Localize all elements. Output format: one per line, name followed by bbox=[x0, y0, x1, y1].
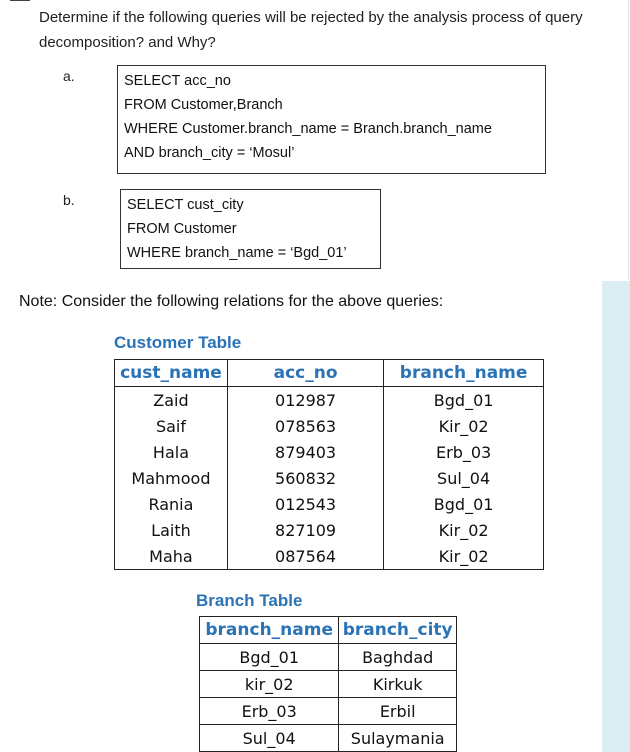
cell: Saif bbox=[115, 413, 228, 439]
cell: Zaid bbox=[115, 387, 228, 414]
table-row bbox=[115, 465, 544, 491]
table-row bbox=[115, 543, 544, 570]
query-a-label: a. bbox=[63, 68, 75, 84]
branch-table bbox=[199, 616, 457, 752]
query-b-line-2: FROM Customer bbox=[127, 221, 237, 237]
cell: kir_02 bbox=[200, 671, 339, 698]
col-header-branch-name: branch_name bbox=[200, 617, 339, 644]
query-b-label: b. bbox=[63, 192, 75, 208]
query-b-box bbox=[120, 189, 381, 269]
cell: Kir_02 bbox=[384, 543, 544, 570]
cell: Maha bbox=[115, 543, 228, 570]
cell: Sul_04 bbox=[200, 725, 339, 752]
query-b-line-1: SELECT cust_city bbox=[127, 197, 244, 213]
question-text: Determine if the following queries will be rejected by the analysis process of query decomposition? and Why? bbox=[39, 9, 583, 51]
query-a-line-4: AND branch_city = ‘Mosul’ bbox=[124, 145, 295, 161]
col-header-branch-name: branch_name bbox=[384, 360, 544, 387]
cell: Sul_04 bbox=[384, 465, 544, 491]
cell: Kir_02 bbox=[384, 413, 544, 439]
customer-table bbox=[114, 359, 544, 570]
query-a-box bbox=[117, 65, 546, 174]
table-row bbox=[200, 671, 457, 698]
query-a-line-3: WHERE Customer.branch_name = Branch.branch_name bbox=[124, 121, 492, 137]
table-row bbox=[200, 698, 457, 725]
note-text: Note: Consider the following relations for the above queries: bbox=[19, 293, 444, 310]
cell: 078563 bbox=[227, 413, 383, 439]
cell: Bgd_01 bbox=[384, 387, 544, 414]
cell: Sulaymania bbox=[339, 725, 457, 752]
cell: Mahmood bbox=[115, 465, 228, 491]
cell: 012987 bbox=[227, 387, 383, 414]
cell: Bgd_01 bbox=[384, 491, 544, 517]
table-row bbox=[115, 413, 544, 439]
cell: Rania bbox=[115, 491, 228, 517]
cell: Kirkuk bbox=[339, 671, 457, 698]
side-strip bbox=[602, 281, 630, 752]
query-a-line-1: SELECT acc_no bbox=[124, 73, 231, 89]
table-row bbox=[115, 517, 544, 543]
cell: Baghdad bbox=[339, 644, 457, 671]
cell: 827109 bbox=[227, 517, 383, 543]
cell: 560832 bbox=[227, 465, 383, 491]
col-header-branch-city: branch_city bbox=[339, 617, 457, 644]
branch-table-title: Branch Table bbox=[196, 591, 303, 610]
table-row bbox=[200, 644, 457, 671]
cell: 012543 bbox=[227, 491, 383, 517]
cell: Hala bbox=[115, 439, 228, 465]
table-row bbox=[115, 387, 544, 414]
cell: Laith bbox=[115, 517, 228, 543]
table-row bbox=[115, 491, 544, 517]
table-row bbox=[115, 439, 544, 465]
customer-header-row bbox=[115, 360, 544, 387]
query-b-line-3: WHERE branch_name = ‘Bgd_01’ bbox=[127, 245, 347, 261]
customer-table-title: Customer Table bbox=[114, 333, 242, 352]
cell: Kir_02 bbox=[384, 517, 544, 543]
cell: Erb_03 bbox=[384, 439, 544, 465]
cell: Erb_03 bbox=[200, 698, 339, 725]
top-rule bbox=[10, 0, 30, 1]
cell: 087564 bbox=[227, 543, 383, 570]
query-a-line-2: FROM Customer,Branch bbox=[124, 97, 283, 113]
cell: 879403 bbox=[227, 439, 383, 465]
branch-header-row bbox=[200, 617, 457, 644]
cell: Bgd_01 bbox=[200, 644, 339, 671]
col-header-cust-name: cust_name bbox=[115, 360, 228, 387]
table-row bbox=[200, 725, 457, 752]
col-header-acc-no: acc_no bbox=[227, 360, 383, 387]
cell: Erbil bbox=[339, 698, 457, 725]
